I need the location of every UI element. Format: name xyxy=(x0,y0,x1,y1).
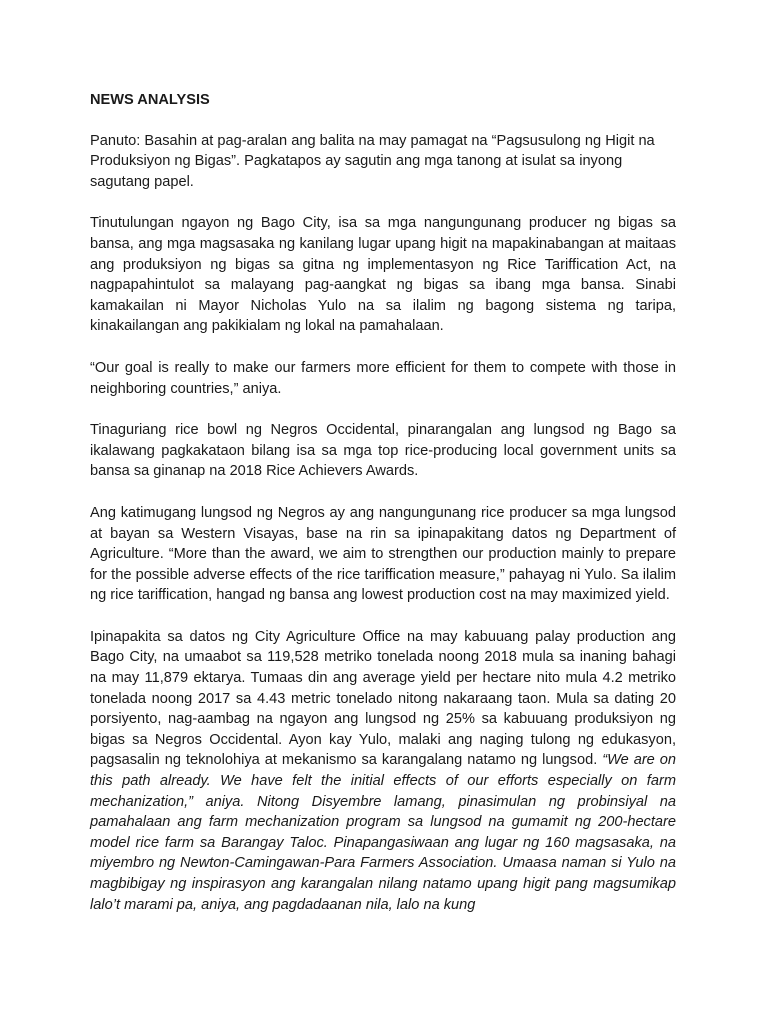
body-paragraph-4: Ang katimugang lungsod ng Negros ay ang nangungunang rice producer sa mga lungsod at bayan sa Western Visayas, base na rin sa ipinapakitang datos ng Department of Agriculture. “More than the award, we aim to strengthen our production mainly to prepare for the possible adverse effects of the rice tariffication measure,” pahayag ni Yulo. Sa ilalim ng rice tariffication, hangad ng bansa ang lowest production cost na may maximized yield. xyxy=(90,504,676,604)
body-paragraph-3: Tinaguriang rice bowl ng Negros Occidental, pinarangalan ang lungsod ng Bago sa ikalawang pagkakataon bilang isa sa mga top rice-producing local government units sa bansa sa ginanap na 2018 Rice Achievers Awards. xyxy=(90,422,676,480)
body-paragraph-2-quote: “Our goal is really to make our farmers more efficient for them to compete with those in neighboring countries,” aniya. xyxy=(90,359,676,397)
body-paragraph-5-italic-text: “We are on this path already. We have felt the initial effects of our efforts especially on farm mechanization,” aniya. Nitong Disyembre lamang, pinasimulan ng probinsiyal na pamahalaan ang farm mechanization program sa lungsod na gumamit ng 200-hectare model rice farm sa Barangay Taloc. Pinapangasiwaan ang lugar ng 160 magsasaka, na miyembro ng Newton-Camingawan-Para Farmers Association. Umaasa naman si Yulo na magbibigay ng inspirasyon ang karangalan nilang natamo upang higit pang magsumikap lalo’t marami pa, aniya, ang pagdadaanan nila, lalo na kung xyxy=(90,752,677,913)
document-page xyxy=(90,90,676,936)
body-paragraph-5-regular-text: Ipinapakita sa datos ng City Agriculture Office na may kabuuang palay production ang Bago City, na umaabot sa 119,528 metriko tonelada noong 2018 mula sa inaning bahagi na may 11,879 ektarya. Tumaas din ang average yield per hectare nito mula 4.2 metriko tonelada noong 2017 sa 4.43 metric tonelado nitong nakaraang taon. Mula sa dating 20 porsiyento, nag-aambag na ngayon ang lungsod ng 25% sa kabuuang produksiyon ng bigas sa Negros Occidental. Ayon kay Yulo, malaki ang naging tulong ng edukasyon, pagsasalin ng teknolohiya at mekanismo sa karangalang natamo ng lungsod. xyxy=(90,628,676,769)
body-paragraph-5 xyxy=(90,627,676,915)
instructions-paragraph: Panuto: Basahin at pag-aralan ang balita na may pamagat na “Pagsusulong ng Higit na Produksiyon ng Bigas”. Pagkatapos ay sagutin ang mga tanong at isulat sa inyong sagutang papel. xyxy=(90,132,655,190)
body-paragraph-1: Tinutulungan ngayon ng Bago City, isa sa mga nangungunang producer ng bigas sa bansa, ang mga magsasaka ng kanilang lugar upang higit na mapakinabangan at maitaas ang produksiyon ng bigas sa gitna ng implementasyon ng Rice Tariffication Act, na nagpapahintulot sa malayang pag-aangkat ng bigas sa ibang mga bansa. Sinabi kamakailan ni Mayor Nicholas Yulo na sa ilalim ng bagong sistema ng taripa, kinakailangan ang pakikialam ng lokal na pamahalaan. xyxy=(90,215,676,335)
document-title: NEWS ANALYSIS xyxy=(90,92,210,108)
